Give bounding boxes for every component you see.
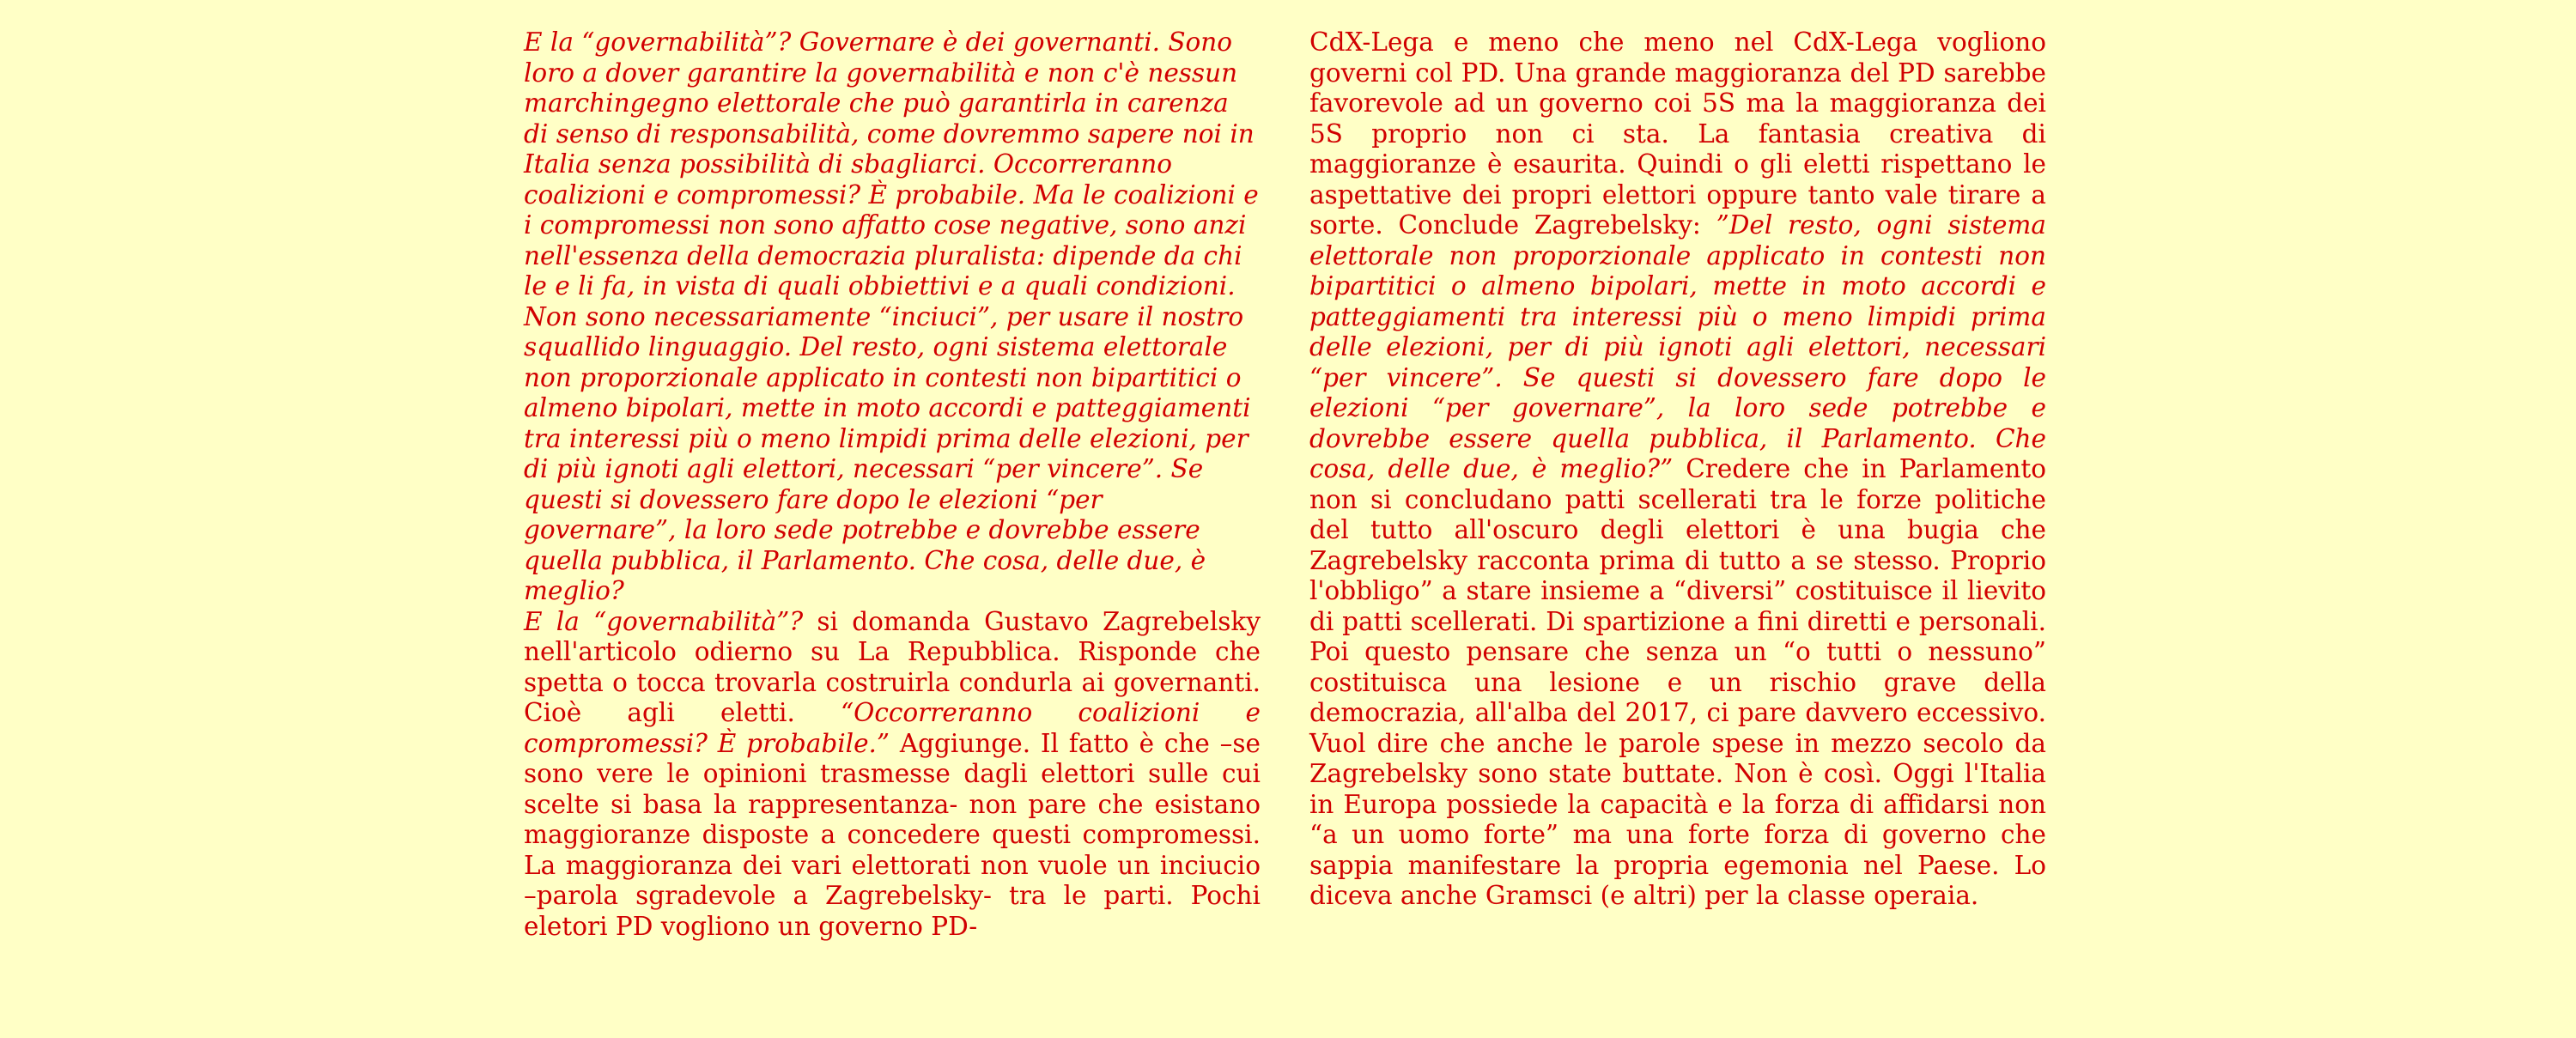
italic-lead: E la “governabilità”?	[524, 606, 804, 636]
italic-quote: ”Del resto, ogni sistema elettorale non proporzionale applicato in contesti non bipartitici o almeno bipolari, mette in moto accordi e patteggiamenti tra interessi più o meno limpidi prima delle elezioni, per di più ignoti agli elettori, necessari “per vincere”. Se questi si dovessero fare dopo le elezioni “per governare”, la loro sede potrebbe e dovrebbe essere quella pubblica, il Parlamento. Che cosa, delle due, è meglio?”	[1309, 210, 2046, 483]
quoted-excerpt: E la “governabilità”? Governare è dei governanti. Sono loro a dover garantire la governabilità e non c'è nessun marchingegno elettorale che può garantirla in carenza di senso di responsabilità, come dovremmo sapere noi in Italia senza possibilità di sbagliarci. Occorreranno coalizioni e compromessi? È probabile. Ma le coalizioni e i compromessi non sono affatto cose negative, sono anzi nell'essenza della democrazia pluralista: dipende da chi le e li fa, in vista di quali obbiettivi e a quali condizioni. Non sono necessariamente “inciuci”, per usare il nostro squallido linguaggio. Del resto, ogni sistema elettorale non proporzionale applicato in contesti non bipartitici o almeno bipolari, mette in moto accordi e patteggiamenti tra interessi più o meno limpidi prima delle elezioni, per di più ignoti agli elettori, necessari “per vincere”. Se questi si dovessero fare dopo le elezioni “per governare”, la loro sede potrebbe e dovrebbe essere quella pubblica, il Parlamento. Che cosa, delle due, è meglio?	[524, 27, 1259, 605]
text-segment: si domanda Gustavo Zagrebelsky nell'articolo odierno su La Repubblica. Risponde che spetta o tocca trovarla costruirla condurla ai governanti. Cioè agli eletti.	[524, 606, 1261, 727]
left-column	[524, 27, 1261, 942]
commentary-paragraph-right	[1309, 27, 2046, 912]
italic-quote: “Occorreranno coalizioni e compromessi? È probabile.”	[524, 698, 1261, 758]
text-segment: Credere che in Parlamento non si concludano patti scellerati tra le forze politiche del tutto all'oscuro degli elettori è una bugia che Zagrebelsky racconta prima di tutto a se stesso. Proprio l'obbligo” a stare insieme a “diversi” costituisce il lievito di patti scellerati. Di spartizione a fini diretti e personali. Poi questo pensare che senza un “o tutti o nessuno” costituisca una lesione e un rischio grave della democrazia, all'alba del 2017, ci pare davvero eccessivo. Vuol dire che anche le parole spese in mezzo secolo da Zagrebelsky sono state buttate. Non è così. Oggi l'Italia in Europa possiede la capacità e la forza di affidarsi non “a un uomo forte” ma una forte forza di governo che sappia manifestare la propria egemonia nel Paese. Lo diceva anche Gramsci (e altri) per la classe operaia.	[1309, 454, 2046, 910]
text-segment: Aggiunge. Il fatto è che –se sono vere le opinioni trasmesse dagli elettori sulle cui scelte si basa la rappresentanza- non pare che esistano maggioranze disposte a concedere questi compromessi. La maggioranza dei vari elettorati non vuole un inciucio –parola sgradevole a Zagrebelsky- tra le parti. Pochi eletori PD vogliono un governo PD-	[524, 728, 1261, 941]
text-segment: CdX-Lega e meno che meno nel CdX-Lega vogliono governi col PD. Una grande maggioranza del PD sarebbe favorevole ad un governo coi 5S ma la maggioranza dei 5S proprio non ci sta. La fantasia creativa di maggioranze è esaurita. Quindi o gli eletti rispettano le aspettative dei propri elettori oppure tanto vale tirare a sorte. Conclude Zagrebelsky:	[1309, 27, 2046, 240]
commentary-paragraph-left	[524, 607, 1261, 943]
right-column	[1309, 27, 2046, 912]
